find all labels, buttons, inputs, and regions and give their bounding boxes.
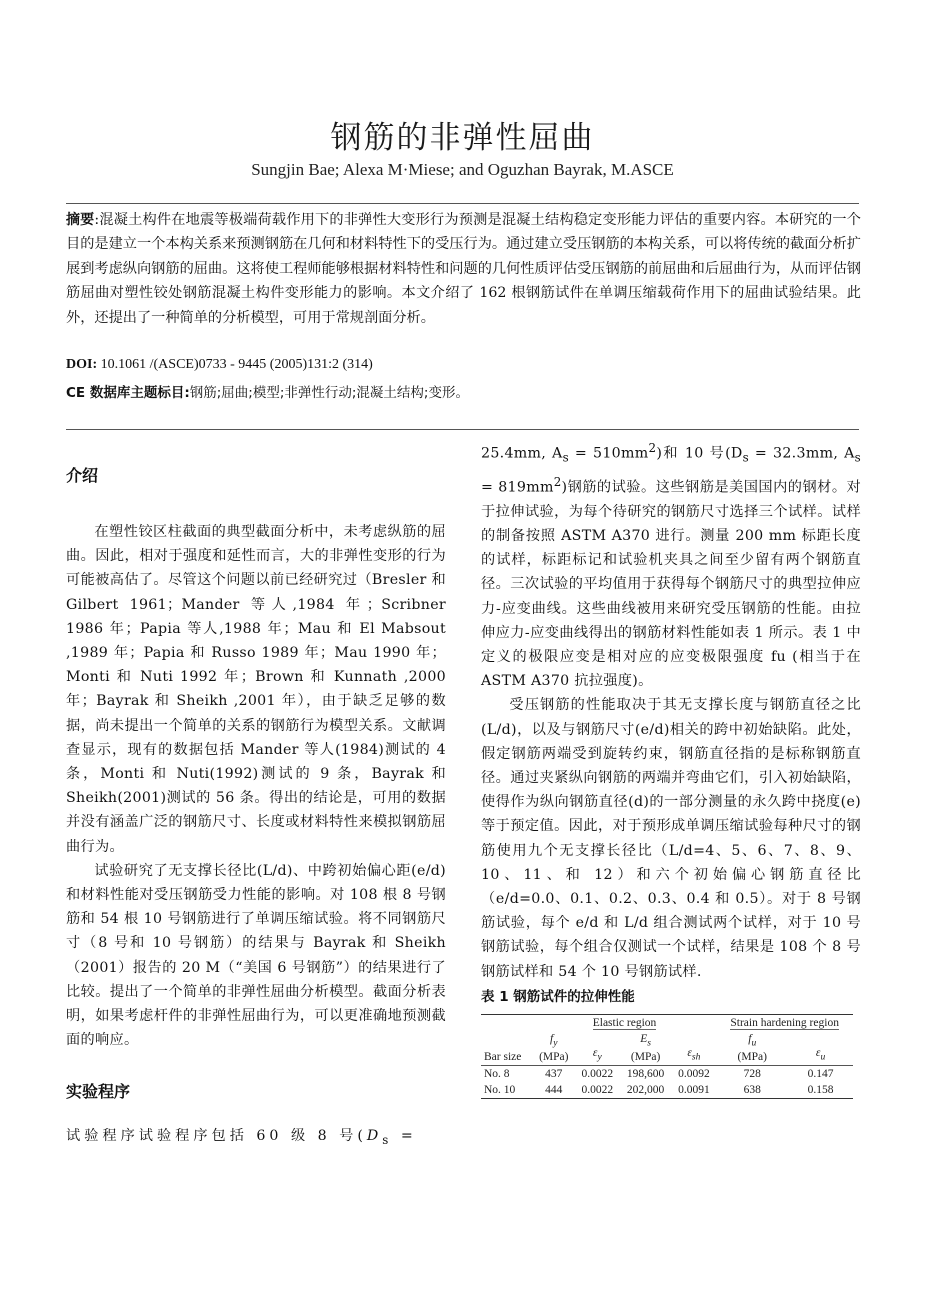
subject-headings: [66, 381, 861, 402]
table-group-spacer: [481, 1014, 533, 1031]
exp-sup-1: 2: [648, 441, 657, 455]
cell-fu: 728: [743, 1068, 761, 1081]
table-row: [481, 1082, 853, 1099]
intro-heading: 介绍: [66, 466, 99, 485]
cell-esh: 0.0091: [671, 1082, 716, 1099]
section-gap: [66, 1052, 446, 1078]
exp-cont-2: = 510mm: [568, 445, 649, 462]
exp-cont-4: = 32.3mm, A: [748, 445, 855, 462]
abstract-text: :混凝土构件在地震等极端荷载作用下的非弹性大变形行为预测是混凝土结构稳定变形能力评估的重要内容。本研究的一个目的是建立一个本构关系来预测钢筋在几何和材料特性下的受压行为。通过建立受压钢筋的本构关系，可以将传统的截面分析扩展到考虑纵向钢筋的屈曲。这将使工程师能够根据材料特性和问题的几何性质评估受压钢筋的前屈曲和后屈曲行为，从而评估钢筋屈曲对塑性铰处钢筋混凝土构件变形能力的影响。本文介绍了 162 根钢筋试件在单调压缩载荷作用下的屈曲试验结果。此外，还提出了一种简单的分析模型，可用于常规剖面分析。: [66, 212, 861, 326]
header-fy: $f_y$ (MPa): [533, 1031, 575, 1066]
header-fu: $f_u$ (MPa): [716, 1031, 788, 1066]
subject-value: 钢筋;屈曲;模型;非弹性行动;混凝土结构;变形。: [189, 385, 469, 401]
cell-fy: 444: [533, 1082, 575, 1099]
abstract-label: 摘要: [66, 212, 95, 228]
header-esh: $\varepsilon_{sh}$: [671, 1031, 716, 1066]
abstract-divider: [66, 429, 859, 430]
experimental-paragraph-start: [66, 1124, 446, 1152]
table-caption-text: 钢筋试件的拉伸性能: [508, 988, 635, 1005]
tensile-properties-table: [481, 1014, 853, 1099]
intro-paragraph-1: 在塑性铰区柱截面的典型截面分析中，未考虑纵筋的屈曲。因此，相对于强度和延性而言，大的非弹性变形的行为可能被高估了。尽管这个问题以前已经研究过（Bresler 和 Gilbert 1961；Mander 等人,1984 年；Scribner 1986 年；Papia 等人,1988 年；Mau 和 El Mabsout ,1989 年；Papia 和 Russo 1989 年；Mau 1990 年；Monti 和 Nuti 1992 年；Brown 和 Kunnath ,2000 年；Bayrak 和 Sheikh ,2001 年），由于缺乏足够的数据，尚未提出一个简单的关系的钢筋行为模型关系。文献调查显示，现有的数据包括 Mander 等人(1984)测试的 4 条，Monti 和 Nuti(1992)测试的 9 条，Bayrak 和 Sheikh(2001)测试的 56 条。得出的结论是，可用的数据并没有涵盖广泛的钢筋尺寸、长度或材料特性来模拟钢筋屈曲行为。: [66, 524, 446, 855]
cell-ey: 0.0022: [581, 1068, 614, 1081]
group-strain-hardening: Strain hardening region: [716, 1014, 853, 1031]
header-eu: $\varepsilon_u$: [788, 1031, 853, 1066]
author-list: Sungjin Bae; Alexa M·Miese; and Oguzhan Bayrak, M.ASCE: [251, 160, 674, 179]
cell-fu: 638: [716, 1082, 788, 1099]
table-row: [481, 1066, 853, 1083]
experimental-heading: 实验程序: [66, 1082, 131, 1102]
paper-title: 钢筋的非弹性屈曲: [330, 120, 595, 156]
exp-cont-7: )钢筋的试验。这些钢筋是美国国内的钢材。对于拉伸试验，为每个待研究的钢筋尺寸选择三个试样。试样的制备按照 ASTM A370 进行。测量 200 mm 标距长度的试样，标距标记和试验机夹具之间至少留有两个钢筋直径。三次试验的平均值用于获得每个钢筋尺寸的典型拉伸应力-应变曲线。这些曲线被用来研究受压钢筋的性能。由拉伸应力-应变曲线得出的钢筋材料性能如表 1 所示。表 1 中定义的极限应变是相对应的应变极限强度 fu (相当于在 ASTM A370 抗拉强度)。: [481, 479, 862, 690]
cell-eu: 0.158: [788, 1082, 853, 1099]
exp-ds-sub-2: s: [742, 450, 749, 465]
cell-esh: 0.0092: [678, 1068, 710, 1081]
header-bar-size: Bar size: [481, 1031, 533, 1066]
exp-cont-5: =: [481, 479, 494, 496]
exp-as-sub: s: [562, 450, 569, 465]
cell-es: 202,000: [620, 1082, 672, 1099]
exp-ds-symbol: D: [366, 1128, 383, 1145]
experimental-paragraph-continued: [481, 436, 861, 693]
left-column: [66, 462, 446, 1153]
exp-as-sub-2: s: [854, 450, 861, 465]
group-elastic-region: Elastic region: [533, 1014, 717, 1031]
table-header-row: [481, 1031, 853, 1066]
intro-paragraph-2: 试验研究了无支撑长径比(L/d)、中跨初始偏心距(e/d)和材料性能对受压钢筋受力性能的影响。对 108 根 8 号钢筋和 54 根 10 号钢筋进行了单调压缩试验。将不同钢筋尺寸（8 号和 10 号钢筋）的结果与 Bayrak 和 Sheikh（2001）报告的 20 M（“美国 6 号钢筋”）的结果进行了比较。提出了一个简单的非弹性屈曲分析模型。截面分析表明，如果考虑杆件的非弹性屈曲行为，可以更准确地预测截面的响应。: [66, 862, 446, 1049]
header-es: $E_s$ (MPa): [620, 1031, 672, 1066]
table-group-row: [481, 1014, 853, 1031]
exp-cont-3: )和 10 号(D: [656, 445, 743, 462]
doi-line: [66, 357, 861, 373]
experimental-paragraph-2: 受压钢筋的性能取决于其无支撑长度与钢筋直径之比(L/d)，以及与钢筋尺寸(e/d)相关的跨中初始缺陷。此处，假定钢筋两端受到旋转约束，钢筋直径指的是标称钢筋直径。通过夹紧纵向钢筋的两端并弯曲它们，引入初始缺陷，使得作为纵向钢筋直径(d)的一部分测量的永久跨中挠度(e)等于预定值。因此，对于预形成单调压缩试验每种尺寸的钢筋使用九个无支撑长径比（L/d=4、5、6、7、8、9、10、11、和 12）和六个初始偏心钢筋直径比（e/d=0.0、0.1、0.2、0.3、0.4 和 0.5）。对于 8 号钢筋试验，每个 e/d 和 L/d 组合测试两个试样，对于 10 号钢筋试验，每个组合仅测试一个试样，结果是 108 个 8 号钢筋试样和 54 个 10 号钢筋试样.: [481, 697, 861, 980]
cell-eu: 0.147: [807, 1068, 834, 1081]
header-ey: $\varepsilon_y$: [575, 1031, 620, 1066]
subject-label: CE 数据库主题标目:: [66, 385, 190, 401]
exp-ds-sub: s: [382, 1133, 393, 1148]
exp-cont-1: 25.4mm, A: [481, 445, 563, 462]
table-caption-label: 表 1: [481, 988, 509, 1005]
right-column: [481, 436, 861, 1099]
exp-sup-2: 2: [553, 474, 562, 489]
exp-text-start: 试验程序试验程序包括 60 级 8 号(: [66, 1128, 367, 1145]
cell-es: 198,600: [626, 1068, 665, 1081]
cell-ey: 0.0022: [575, 1082, 620, 1099]
header-divider: [66, 203, 859, 204]
doi-value: 10.1061 /(ASCE)0733 - 9445 (2005)131:2 (314): [97, 357, 373, 372]
table-caption: [481, 986, 861, 1008]
cell-bar: No. 10: [481, 1082, 533, 1099]
doi-label: DOI:: [66, 357, 98, 372]
exp-eq: =: [392, 1128, 417, 1145]
exp-cont-6: 819mm: [498, 479, 554, 496]
abstract: [66, 208, 861, 330]
cell-bar: No. 8: [484, 1068, 510, 1081]
cell-fy: 437: [545, 1068, 563, 1081]
